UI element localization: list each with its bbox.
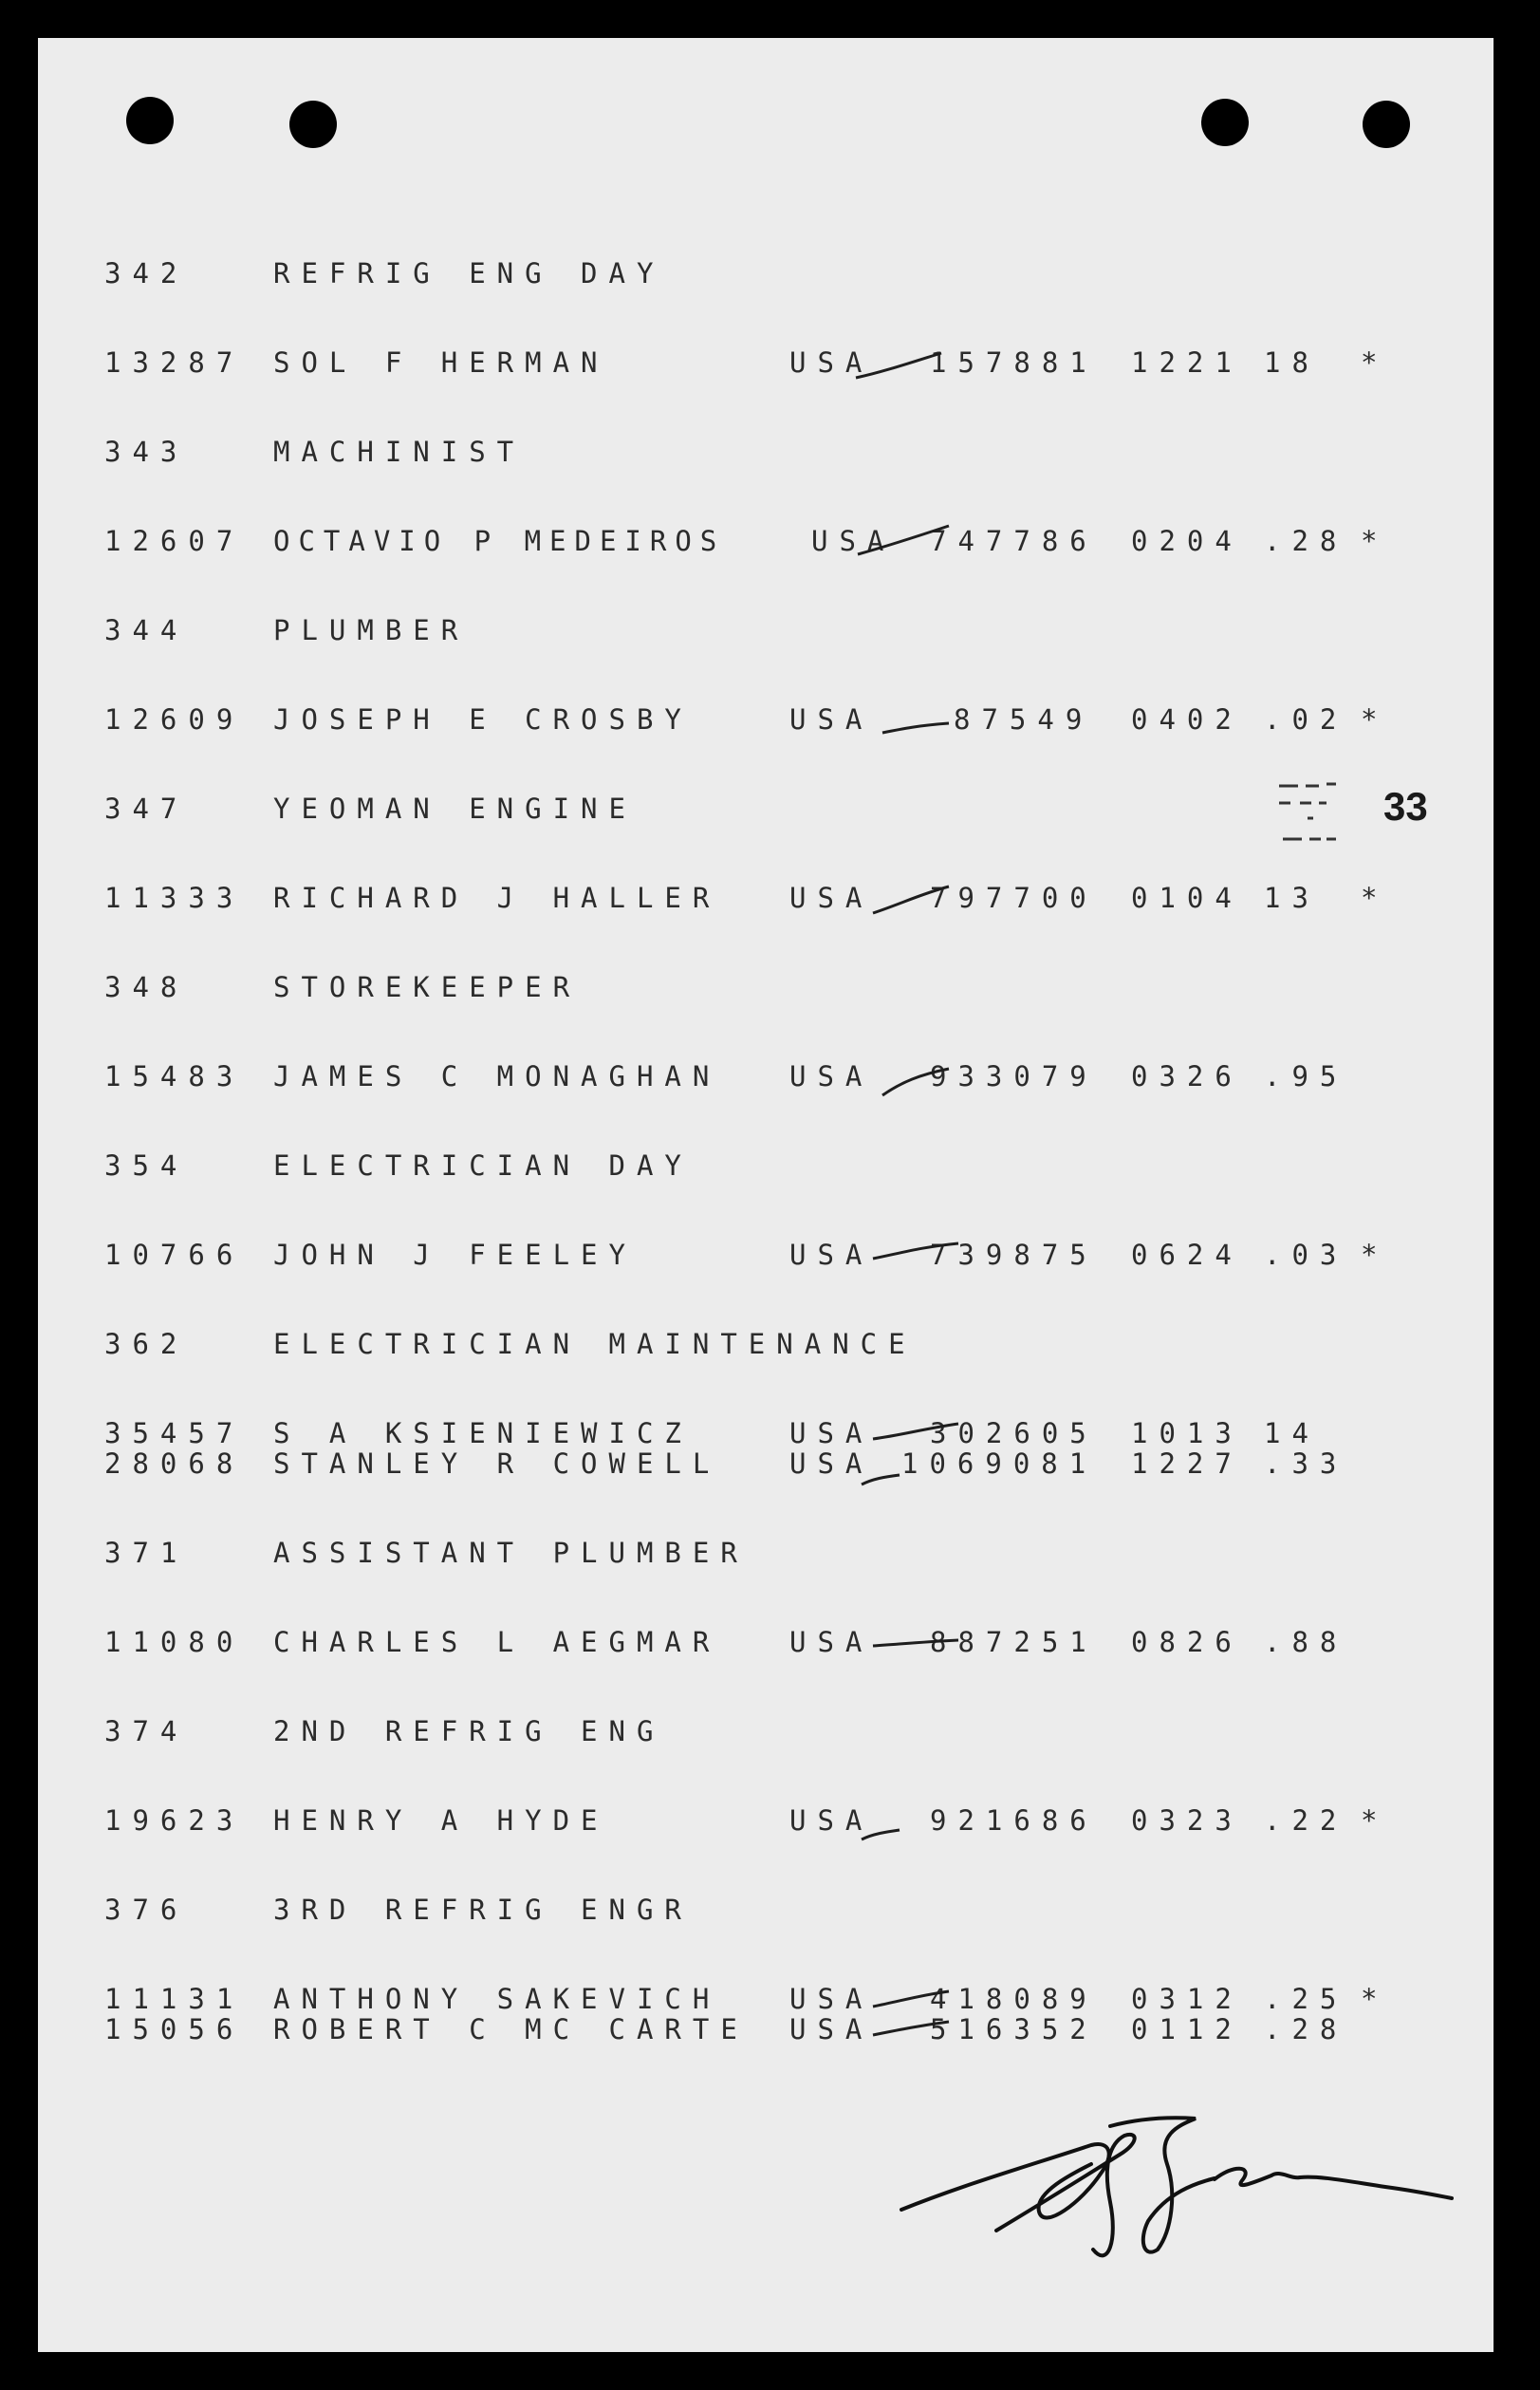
date-code: 1227 bbox=[1131, 1447, 1243, 1480]
section-heading bbox=[38, 254, 1494, 292]
date-code: 0326 bbox=[1131, 1060, 1243, 1092]
check-mark-icon bbox=[854, 700, 987, 742]
citizenship: USA bbox=[789, 1626, 874, 1658]
rate-value: .95 bbox=[1264, 1060, 1348, 1092]
id-number: 516352 bbox=[930, 2013, 1098, 2045]
crew-number: 12609 bbox=[104, 703, 245, 736]
crew-name: S A KSIENIEWICZ bbox=[273, 1417, 693, 1449]
check-mark-icon bbox=[854, 1236, 987, 1278]
id-number: 157881 bbox=[930, 346, 1098, 379]
crew-name: OCTAVIO P MEDEIROS bbox=[273, 525, 726, 557]
check-mark-icon bbox=[854, 2010, 987, 2052]
rate-value: .02 bbox=[1264, 703, 1348, 736]
id-number: 921686 bbox=[930, 1804, 1098, 1837]
id-number: 887251 bbox=[930, 1626, 1098, 1658]
date-code: 0204 bbox=[1131, 525, 1243, 557]
crew-name: SOL F HERMAN bbox=[273, 346, 609, 379]
crew-name: JOSEPH E CROSBY bbox=[273, 703, 693, 736]
date-code: 1013 bbox=[1131, 1417, 1243, 1449]
crew-number: 11080 bbox=[104, 1626, 245, 1658]
id-number: 797700 bbox=[930, 882, 1098, 914]
check-mark-icon bbox=[854, 522, 987, 564]
asterisk-mark: * bbox=[1361, 525, 1389, 557]
section-number: 347 bbox=[104, 793, 189, 825]
rate-value: 14 bbox=[1264, 1417, 1320, 1449]
date-code: 0312 bbox=[1131, 1983, 1243, 2015]
crew-row bbox=[38, 1445, 1494, 1483]
citizenship: USA bbox=[789, 1417, 874, 1449]
document-page bbox=[38, 38, 1494, 2352]
section-title: 3RD REFRIG ENGR bbox=[273, 1894, 693, 1926]
crew-row bbox=[38, 700, 1494, 738]
asterisk-mark: * bbox=[1361, 1983, 1389, 2015]
crew-name: JAMES C MONAGHAN bbox=[273, 1060, 721, 1092]
id-number: 1069081 bbox=[901, 1447, 1098, 1480]
crew-number: 11131 bbox=[104, 1983, 245, 2015]
crew-name: HENRY A HYDE bbox=[273, 1804, 609, 1837]
rate-value: .25 bbox=[1264, 1983, 1348, 2015]
date-code: 0112 bbox=[1131, 2013, 1243, 2045]
rate-value: .28 bbox=[1264, 2013, 1348, 2045]
crew-row bbox=[38, 1057, 1494, 1095]
section-title: REFRIG ENG DAY bbox=[273, 257, 665, 289]
id-number: 739875 bbox=[930, 1239, 1098, 1271]
section-number: 344 bbox=[104, 614, 189, 646]
section-heading bbox=[38, 611, 1494, 649]
check-mark-icon bbox=[854, 1057, 987, 1099]
punch-hole-left-1 bbox=[126, 97, 174, 144]
section-heading bbox=[38, 1325, 1494, 1363]
asterisk-mark: * bbox=[1361, 346, 1389, 379]
id-number: 747786 bbox=[930, 525, 1098, 557]
asterisk-mark: * bbox=[1361, 1804, 1389, 1837]
rate-value: .03 bbox=[1264, 1239, 1348, 1271]
date-code: 1221 bbox=[1131, 346, 1243, 379]
crew-number: 35457 bbox=[104, 1417, 245, 1449]
section-title: 2ND REFRIG ENG bbox=[273, 1715, 665, 1747]
crew-number: 11333 bbox=[104, 882, 245, 914]
citizenship: USA bbox=[789, 1239, 874, 1271]
citizenship: USA bbox=[789, 2013, 874, 2045]
smudge-marks bbox=[1241, 776, 1383, 862]
check-mark-icon bbox=[854, 1445, 987, 1486]
check-mark-icon bbox=[854, 1802, 987, 1843]
crew-number: 19623 bbox=[104, 1804, 245, 1837]
crew-name: ANTHONY SAKEVICH bbox=[273, 1983, 721, 2015]
punch-hole-right-2 bbox=[1363, 101, 1410, 148]
rate-value: 18 bbox=[1264, 346, 1320, 379]
crew-number: 10766 bbox=[104, 1239, 245, 1271]
id-number: 302605 bbox=[930, 1417, 1098, 1449]
date-code: 0826 bbox=[1131, 1626, 1243, 1658]
section-title: ASSISTANT PLUMBER bbox=[273, 1537, 749, 1569]
citizenship: USA bbox=[811, 525, 896, 557]
section-title: STOREKEEPER bbox=[273, 971, 582, 1003]
crew-name: ROBERT C MC CARTE bbox=[273, 2013, 749, 2045]
section-title: MACHINIST bbox=[273, 436, 526, 468]
signature-mark bbox=[854, 2088, 1461, 2278]
crew-row bbox=[38, 1802, 1494, 1839]
section-heading bbox=[38, 1712, 1494, 1750]
crew-row bbox=[38, 522, 1494, 560]
section-heading bbox=[38, 1534, 1494, 1572]
check-mark-icon bbox=[854, 344, 987, 385]
crew-name: JOHN J FEELEY bbox=[273, 1239, 637, 1271]
rate-value: .88 bbox=[1264, 1626, 1348, 1658]
date-code: 0402 bbox=[1131, 703, 1243, 736]
crew-row bbox=[38, 879, 1494, 917]
citizenship: USA bbox=[789, 703, 874, 736]
section-number: 348 bbox=[104, 971, 189, 1003]
crew-row bbox=[38, 1623, 1494, 1661]
section-number: 371 bbox=[104, 1537, 189, 1569]
crew-number: 13287 bbox=[104, 346, 245, 379]
date-code: 0323 bbox=[1131, 1804, 1243, 1837]
crew-row bbox=[38, 344, 1494, 382]
rate-value: 13 bbox=[1264, 882, 1320, 914]
citizenship: USA bbox=[789, 1983, 874, 2015]
crew-number: 15056 bbox=[104, 2013, 245, 2045]
citizenship: USA bbox=[789, 1060, 874, 1092]
section-heading bbox=[38, 1147, 1494, 1185]
citizenship: USA bbox=[789, 1804, 874, 1837]
id-number: 87549 bbox=[954, 703, 1094, 736]
section-number: 362 bbox=[104, 1328, 189, 1360]
date-code: 0104 bbox=[1131, 882, 1243, 914]
page-number: 33 bbox=[1383, 784, 1428, 829]
rate-value: .33 bbox=[1264, 1447, 1348, 1480]
punch-hole-right-1 bbox=[1201, 99, 1249, 146]
asterisk-mark: * bbox=[1361, 1239, 1389, 1271]
section-number: 374 bbox=[104, 1715, 189, 1747]
citizenship: USA bbox=[789, 346, 874, 379]
citizenship: USA bbox=[789, 1447, 874, 1480]
section-title: ELECTRICIAN MAINTENANCE bbox=[273, 1328, 917, 1360]
crew-number: 12607 bbox=[104, 525, 245, 557]
date-code: 0624 bbox=[1131, 1239, 1243, 1271]
section-title: PLUMBER bbox=[273, 614, 470, 646]
check-mark-icon bbox=[854, 879, 987, 921]
section-heading bbox=[38, 433, 1494, 471]
id-number: 933079 bbox=[930, 1060, 1098, 1092]
crew-number: 28068 bbox=[104, 1447, 245, 1480]
section-number: 343 bbox=[104, 436, 189, 468]
section-title: YEOMAN ENGINE bbox=[273, 793, 637, 825]
section-heading bbox=[38, 968, 1494, 1006]
asterisk-mark: * bbox=[1361, 703, 1389, 736]
crew-number: 15483 bbox=[104, 1060, 245, 1092]
crew-row bbox=[38, 1236, 1494, 1274]
crew-name: STANLEY R COWELL bbox=[273, 1447, 721, 1480]
citizenship: USA bbox=[789, 882, 874, 914]
section-title: ELECTRICIAN DAY bbox=[273, 1149, 693, 1182]
rate-value: .28 bbox=[1264, 525, 1348, 557]
asterisk-mark: * bbox=[1361, 882, 1389, 914]
check-mark-icon bbox=[854, 1623, 987, 1665]
crew-name: RICHARD J HALLER bbox=[273, 882, 721, 914]
punch-hole-left-2 bbox=[289, 101, 337, 148]
section-number: 376 bbox=[104, 1894, 189, 1926]
crew-name: CHARLES L AEGMAR bbox=[273, 1626, 721, 1658]
section-number: 342 bbox=[104, 257, 189, 289]
id-number: 418089 bbox=[930, 1983, 1098, 2015]
section-heading bbox=[38, 1891, 1494, 1929]
rate-value: .22 bbox=[1264, 1804, 1348, 1837]
crew-row bbox=[38, 2010, 1494, 2048]
section-number: 354 bbox=[104, 1149, 189, 1182]
